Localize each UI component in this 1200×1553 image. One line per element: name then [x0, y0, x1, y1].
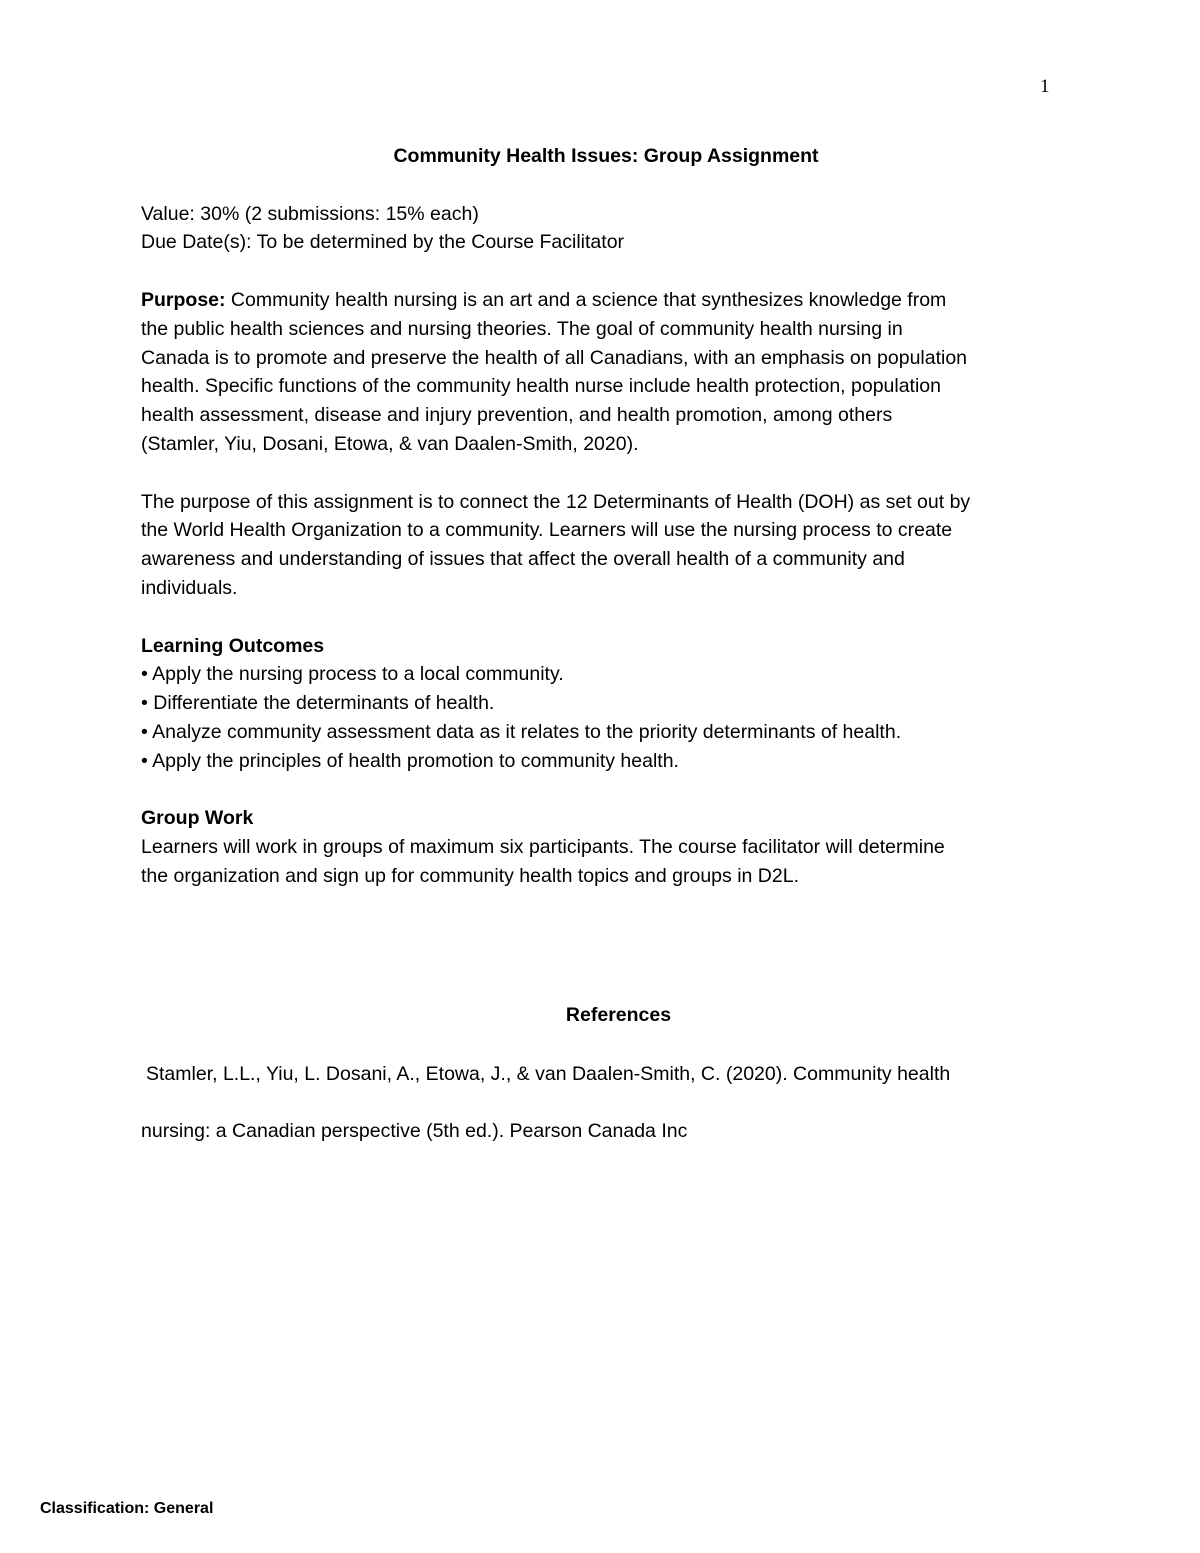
purpose-line: the public health sciences and nursing theories. The goal of community health nursing in — [141, 317, 903, 340]
document-body — [141, 142, 1071, 920]
value-line: Value: 30% (2 submissions: 15% each) — [141, 202, 479, 225]
purpose-line: health assessment, disease and injury prevention, and health promotion, among others — [141, 404, 893, 427]
purpose-line: health. Specific functions of the community health nurse include health protection, population — [141, 375, 941, 398]
learning-outcome-item: • Apply the nursing process to a local community. — [141, 663, 564, 686]
group-work-line: Learners will work in groups of maximum six participants. The course facilitator will determine — [141, 836, 945, 859]
references-heading: References — [565, 1004, 672, 1026]
assignment-purpose-line: the World Health Organization to a community. Learners will use the nursing process to create — [141, 519, 953, 542]
learning-outcome-item: • Differentiate the determinants of health. — [141, 692, 495, 715]
reference-entry-line: Stamler, L.L., Yiu, L. Dosani, A., Etowa, J., & van Daalen-Smith, C. (2020). Community health — [146, 1063, 951, 1085]
group-work-heading: Group Work — [141, 807, 254, 830]
references-section — [141, 1001, 1101, 1142]
learning-outcomes-section — [141, 632, 1071, 776]
due-date-line: Due Date(s): To be determined by the Course Facilitator — [141, 231, 625, 254]
purpose-text: Community health nursing is an art and a science that synthesizes knowledge from — [225, 288, 947, 311]
assignment-purpose-line: individuals. — [141, 576, 238, 599]
purpose-line — [141, 286, 1071, 315]
purpose-line: Canada is to promote and preserve the health of all Canadians, with an emphasis on population — [141, 346, 968, 369]
purpose-line: (Stamler, Yiu, Dosani, Etowa, & van Daalen-Smith, 2020). — [141, 432, 639, 455]
document-title: Community Health Issues: Group Assignment — [393, 145, 819, 167]
learning-outcome-item: • Analyze community assessment data as it relates to the priority determinants of health. — [141, 720, 902, 743]
learning-outcome-item: • Apply the principles of health promotion to community health. — [141, 749, 679, 772]
classification-label: Classification: General — [40, 1500, 214, 1517]
purpose-paragraph — [141, 286, 1071, 459]
assignment-purpose-paragraph — [141, 488, 1071, 603]
page-number: 1 — [1040, 76, 1050, 97]
purpose-label: Purpose: — [141, 288, 226, 311]
group-work-line: the organization and sign up for community health topics and groups in D2L. — [141, 864, 799, 887]
learning-outcomes-heading: Learning Outcomes — [141, 634, 325, 657]
group-work-section — [141, 804, 1071, 890]
assignment-purpose-line: The purpose of this assignment is to connect the 12 Determinants of Health (DOH) as set out by — [141, 490, 971, 513]
reference-entry-line: nursing: a Canadian perspective (5th ed.). Pearson Canada Inc — [141, 1120, 688, 1142]
assignment-purpose-line: awareness and understanding of issues that affect the overall health of a community and — [141, 548, 905, 571]
